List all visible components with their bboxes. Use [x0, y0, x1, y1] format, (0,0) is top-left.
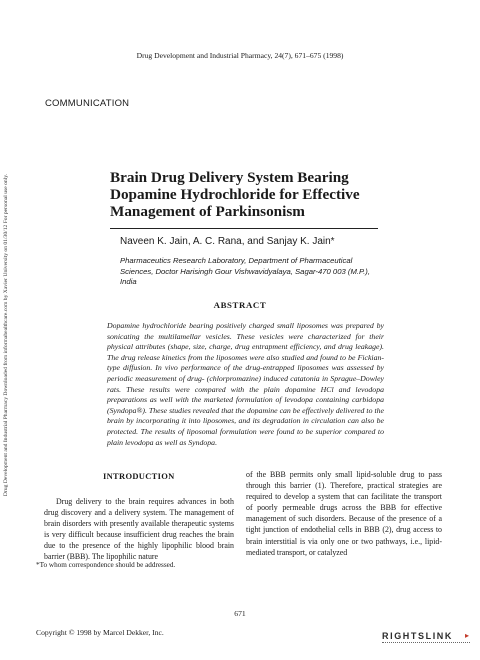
section-label: COMMUNICATION	[45, 98, 130, 109]
copyright-notice: Copyright © 1998 by Marcel Dekker, Inc.	[36, 628, 164, 637]
title-rule	[110, 228, 378, 229]
abstract-text: Dopamine hydrochloride bearing positively charged small liposomes was prepared by sonicating the multilamellar vesicles. These vesicles were characterized for their physical attributes (shape, size, charge, drug entrapment efficiency, and drug leakage). The drug release kinetics from the liposomes were also studied and found to be Fickian-type diffusion. In vivo performance of the drug-entrapped liposomes was assessed by periodic measurement of drug- (chlorpromazine) induced catatonia in Sprague–Dowley rats. These results were compared with the plain dopamine HCl and levodopa preparations as well with the marketed formulation of levodopa containing carbidopa (Syndopa®). These studies revealed that the dopamine can be effectively delivered to the brain by incorporating it into liposomes, and its degradation in circulation can also be protected. The results of liposomal formulation were found to be superior compared to plain levodopa as well as Syndopa.	[107, 321, 384, 447]
rightslink-arrow-icon: ▸	[465, 631, 470, 640]
affiliation: Pharmaceutics Research Laboratory, Department of Pharmaceutical Sciences, Doctor Harisingh Gour Vishwavidyalaya, Sagar-470 003 (M.P.), India	[120, 256, 370, 286]
download-watermark	[3, 170, 14, 500]
introduction-column-left: Drug delivery to the brain requires advances in both drug discovery and a delivery system. The management of brain disorders with presently available therapeutic systems is very difficult because insufficient drug reaches the brain due to the presence of the highly lipophilic blood brain barrier (BBB). The lipophilic nature	[44, 497, 234, 562]
introduction-heading: INTRODUCTION	[103, 471, 175, 481]
author-list: Naveen K. Jain, A. C. Rana, and Sanjay K. Jain*	[120, 236, 335, 247]
correspondence-footnote: *To whom correspondence should be addressed.	[36, 561, 176, 569]
page-number: 671	[234, 609, 246, 618]
rightslink-logo[interactable]	[382, 631, 474, 645]
introduction-column-right: of the BBB permits only small lipid-soluble drug to pass through this barrier (1). Therefore, practical strategies are required to develop a system that can facilitate the transport of poorly permeable drugs across the BBB for effective management of such disorders. Because of the presence of a tight junction of endothelial cells in BBB (2), drug access to brain interstitial is via only one or two pathways, i.e., lipid-mediated transport, or catalyzed	[246, 470, 442, 557]
rightslink-logo-text: RIGHTSLINK	[382, 631, 453, 641]
journal-citation: Drug Development and Industrial Pharmacy, 24(7), 671–675 (1998)	[136, 51, 344, 60]
article-title: Brain Drug Delivery System Bearing Dopamine Hydrochloride for Effective Management of Parkinsonism	[110, 169, 360, 220]
rightslink-underline	[382, 642, 470, 643]
abstract-heading: ABSTRACT	[213, 300, 267, 310]
download-watermark-text: Drug Development and Industrial Pharmacy Downloaded from informahealthcare.com by Xavier University on 01/30/12 For personal use only.	[3, 173, 9, 497]
